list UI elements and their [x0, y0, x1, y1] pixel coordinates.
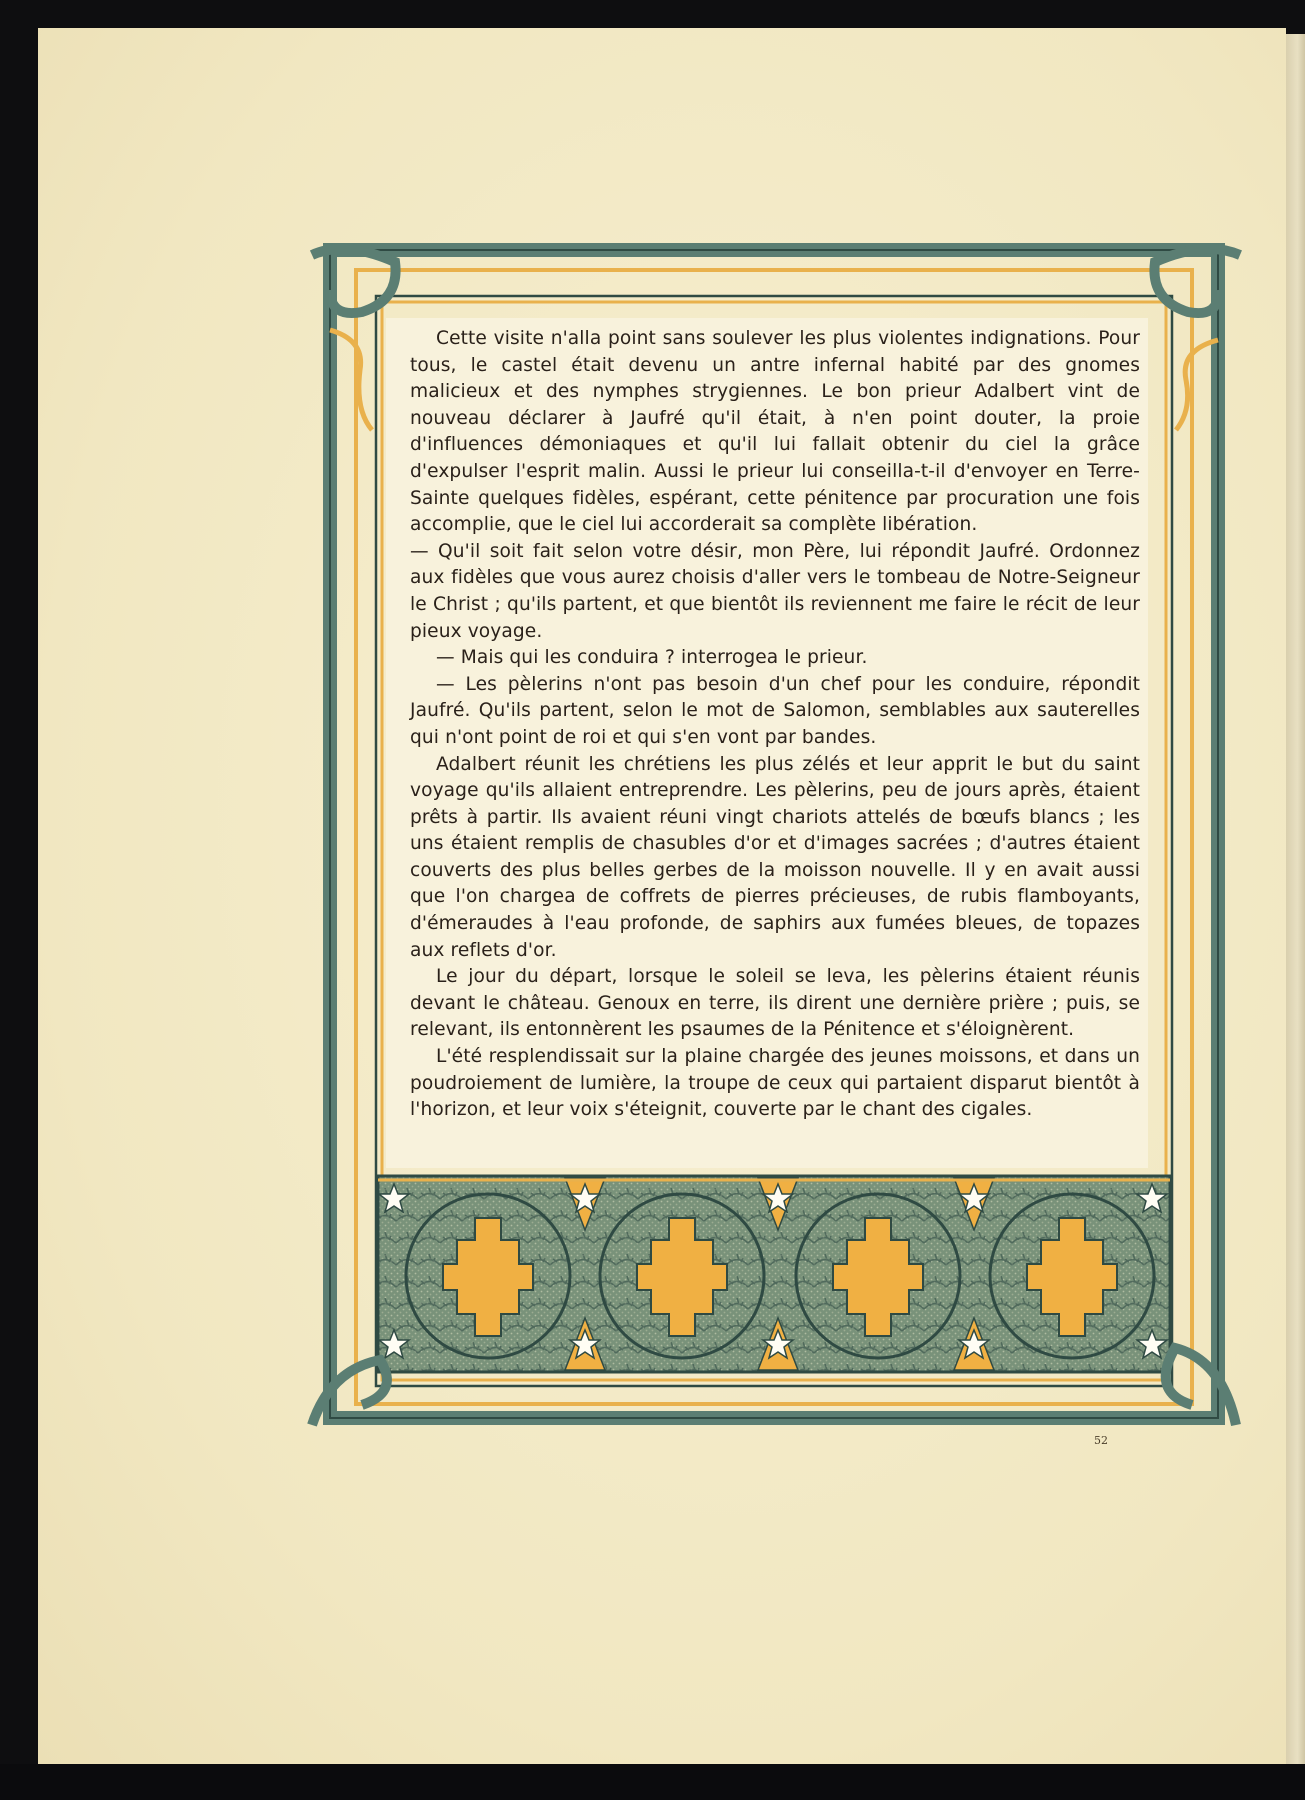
- paragraph: L'été resplendissait sur la plaine chargée des jeunes moissons, et dans un poudroiement de lumière, la troupe de ceux qui partaient disparut bientôt à l'horizon, et leur voix s'éteignit, couverte par le chant des cigales.: [410, 1046, 1140, 1121]
- page-number: 52: [1094, 1434, 1108, 1447]
- paragraph: Le jour du départ, lorsque le soleil se leva, les pèlerins étaient réunis devant le château. Genoux en terre, ils dirent une dernière prière ; puis, se relevant, ils entonnèrent les psaumes de la Pénitence et s'éloignèrent.: [410, 966, 1140, 1041]
- paragraph: — Qu'il soit fait selon votre désir, mon Père, lui répondit Jaufré. Ordonnez aux fidèles que vous aurez choisis d'aller vers le tombeau de Notre-Seigneur le Christ ; qu'ils partent, et que bientôt ils reviennent me faire le récit de leur pieux voyage.: [410, 540, 1140, 642]
- paragraph: Cette visite n'alla point sans soulever les plus violentes indignations. Pour tous, le castel était devenu un antre infernal habité par des gnomes malicieux et des nymphes strygiennes. Le bon prieur Adalbert vint de nouveau déclarer à Jaufré qu'il était, à n'en point douter, la proie d'influences démoniaques et qu'il lui fallait obtenir du ciel la grâce d'expulser l'esprit malin. Aussi le prieur lui conseilla-t-il d'envoyer en Terre-Sainte quelques fidèles, espérant, cette pénitence par procuration une fois accomplie, que le ciel lui accorderait sa complète libération.: [410, 328, 1140, 536]
- paragraph: Adalbert réunit les chrétiens les plus zélés et leur apprit le but du saint voyage qu'ils allaient entreprendre. Les pèlerins, peu de jours après, étaient prêts à partir. Ils avaient réuni vingt chariots attelés de bœufs blancs ; les uns étaient remplis de chasubles d'or et d'images sacrées ; d'autres étaient couverts des plus belles gerbes de la moisson nouvelle. Il y en avait aussi que l'on chargea de coffrets de pierres précieuses, de rubis flamboyants, d'émeraudes à l'eau profonde, de saphirs aux fumées bleues, de topazes aux reflets d'or.: [410, 753, 1140, 961]
- paragraph: — Mais qui les conduira ? interrogea le prieur.: [436, 647, 868, 669]
- body-text: [410, 326, 1140, 1124]
- paragraph: — Les pèlerins n'ont pas besoin d'un chef pour les conduire, répondit Jaufré. Qu'ils partent, selon le mot de Salomon, semblables aux sauterelles qui n'ont point de roi et qui s'en vont par bandes.: [410, 673, 1140, 748]
- scan-border: [0, 1764, 1305, 1800]
